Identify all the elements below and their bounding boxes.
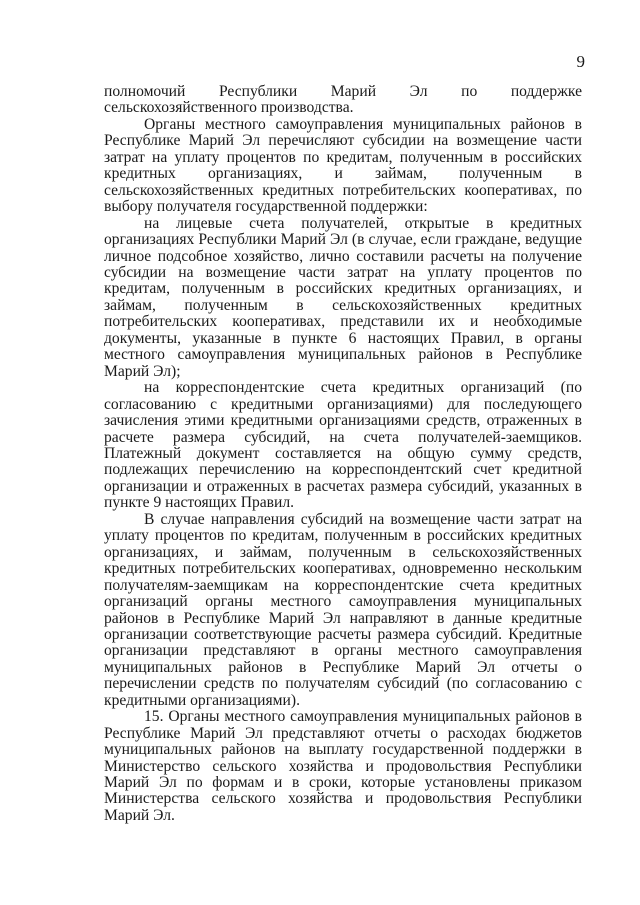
paragraph: В случае направления субсидий на возмещение части затрат на уплату процентов по кредитам, полученным в российских кредитных организациях, и займам, полученным в сельскохозяйственных кредитных потребительских кооперативах, одновременно нескольким получателям-заемщикам на корреспондентские счета кредитных организаций органы местного самоуправления муниципальных районов в Республике Марий Эл направляют в данные кредитные организации соответствующие расчеты размера субсидий. Кредитные организации представляют в органы местного самоуправления муниципальных районов в Республике Марий Эл отчеты о перечислении средств по получателям субсидий (по согласованию с кредитными организациями). [104, 510, 582, 709]
paragraph: Органы местного самоуправления муниципальных районов в Республике Марий Эл перечисляют субсидии на возмещение части затрат на уплату процентов по кредитам, полученным в российских кредитных организациях, и займам, полученным в сельскохозяйственных кредитных потребительских кооперативах, по выбору получателя государственной поддержки: [104, 115, 582, 216]
document-body [104, 84, 582, 824]
paragraph-item-15: 15. Органы местного самоуправления муниципальных районов в Республике Марий Эл представляют отчеты о расходах бюджетов муниципальных районов на выплату государственной поддержки в Министерство сельского хозяйства и продовольствия Республики Марий Эл по формам и в сроки, которые установлены приказом Министерства сельского хозяйства и продовольствия Республики Марий Эл. [104, 708, 582, 824]
paragraph: на корреспондентские счета кредитных организаций (по согласованию с кредитными организациями) для последующего зачисления этими кредитными организациями средств, отраженных в расчете размера субсидий, на счета получателей-заемщиков. Платежный документ составляется на общую сумму средств, подлежащих перечислению на корреспондентский счет кредитной организации и отраженных в расчетах размера субсидий, указанных в пункте 9 настоящих Правил. [104, 379, 582, 512]
paragraph-continuation: полномочий Республики Марий Эл по поддержке сельскохозяйственного производства. [104, 83, 582, 117]
page-number: 9 [576, 52, 585, 71]
paragraph: на лицевые счета получателей, открытые в кредитных организациях Республики Марий Эл (в случае, если граждане, ведущие личное подсобное хозяйство, лично составили расчеты на получение субсидии на возмещение части затрат на уплату процентов по кредитам, полученным в российских кредитных организациях, и займам, полученным в сельскохозяйственных кредитных потребительских кооперативах, представили их и необходимые документы, указанные в пункте 6 настоящих Правил, в органы местного самоуправления муниципальных районов в Республике Марий Эл); [104, 214, 582, 380]
